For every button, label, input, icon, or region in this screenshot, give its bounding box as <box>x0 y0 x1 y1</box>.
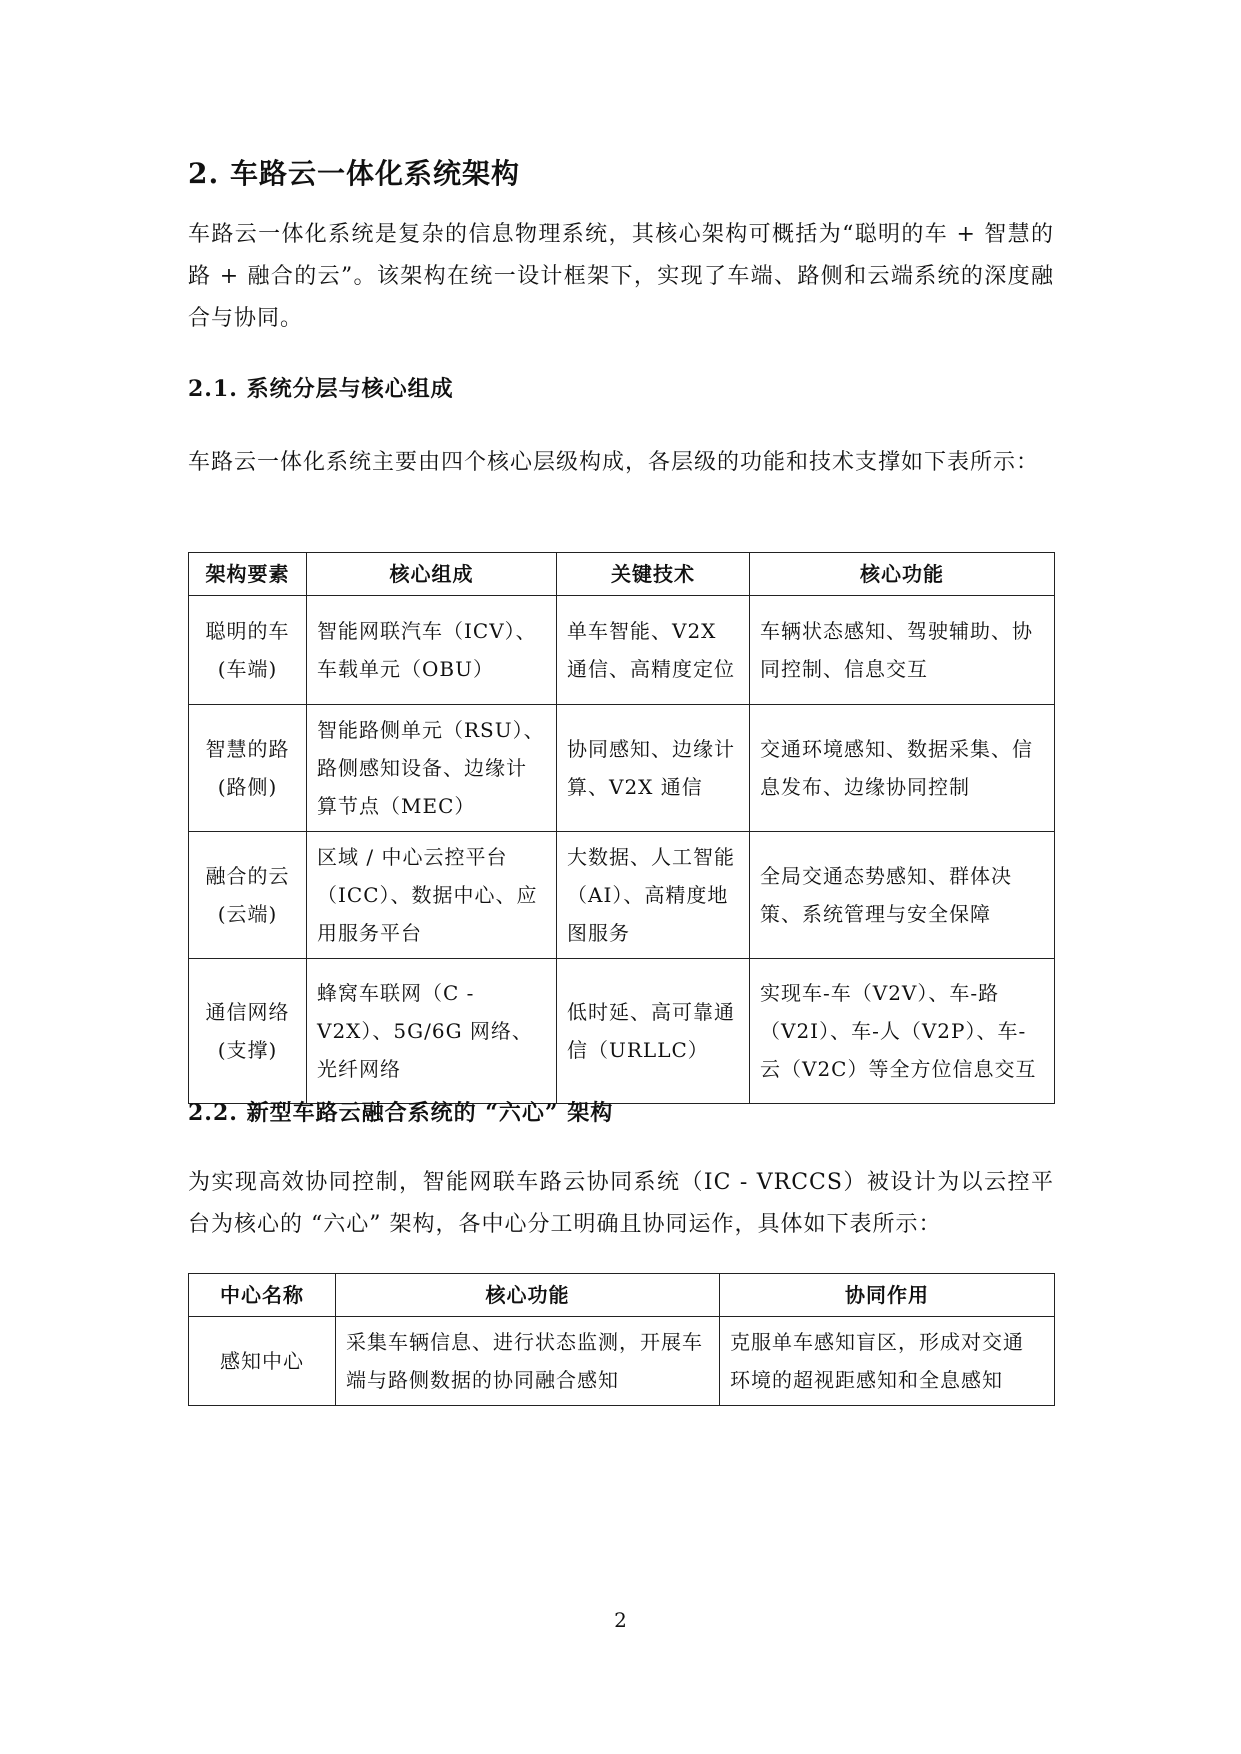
table-header-cell: 架构要素 <box>189 553 307 596</box>
table-header-row <box>189 553 1055 596</box>
table-header-cell: 核心功能 <box>750 553 1055 596</box>
architecture-layers-table <box>188 552 1055 1104</box>
table-cell-composition: 蜂窝车联网（C - V2X）、5G/6G 网络、光纤网络 <box>307 959 557 1104</box>
subsection-2-intro-paragraph: 为实现高效协同控制，智能网联车路云协同系统（IC - VRCCS）被设计为以云控平台为核心的 “六心” 架构，各中心分工明确且协同运作，具体如下表所示： <box>188 1170 1054 1237</box>
table-row <box>189 705 1055 832</box>
table-cell-center-name: 感知中心 <box>189 1317 336 1406</box>
table-cell-element: 通信网络 (支撑) <box>189 959 307 1104</box>
table-header-cell: 关键技术 <box>557 553 750 596</box>
table-header-cell: 核心组成 <box>307 553 557 596</box>
table-row <box>189 1317 1055 1406</box>
table-cell-element: 融合的云 (云端) <box>189 832 307 959</box>
page-number: 2 <box>614 1608 627 1632</box>
table-cell-technology: 大数据、人工智能（AI）、高精度地图服务 <box>557 832 750 959</box>
table-cell-composition: 区域 / 中心云控平台（ICC）、数据中心、应用服务平台 <box>307 832 557 959</box>
table-cell-function: 交通环境感知、数据采集、信息发布、边缘协同控制 <box>750 705 1055 832</box>
table-header-cell: 核心功能 <box>336 1274 720 1317</box>
table-header-cell: 协同作用 <box>720 1274 1055 1317</box>
subsection-1-intro-paragraph: 车路云一体化系统主要由四个核心层级构成，各层级的功能和技术支撑如下表所示： <box>188 450 1040 475</box>
table-header-row <box>189 1274 1055 1317</box>
table-row <box>189 596 1055 705</box>
table-cell-composition: 智能网联汽车（ICV）、车载单元（OBU） <box>307 596 557 705</box>
subsection-2-heading: 2.2. 新型车路云融合系统的 “六心” 架构 <box>188 1100 614 1126</box>
section-heading: 2. 车路云一体化系统架构 <box>188 157 520 190</box>
table-header-cell: 中心名称 <box>189 1274 336 1317</box>
subsection-1-heading: 2.1. 系统分层与核心组成 <box>188 376 454 402</box>
table-cell-technology: 低时延、高可靠通信（URLLC） <box>557 959 750 1104</box>
table-cell-composition: 智能路侧单元（RSU）、路侧感知设备、边缘计算节点（MEC） <box>307 705 557 832</box>
table-cell-technology: 单车智能、V2X 通信、高精度定位 <box>557 596 750 705</box>
table-row <box>189 832 1055 959</box>
table-cell-function: 采集车辆信息、进行状态监测，开展车端与路侧数据的协同融合感知 <box>336 1317 720 1406</box>
table-cell-function: 车辆状态感知、驾驶辅助、协同控制、信息交互 <box>750 596 1055 705</box>
table-cell-function: 全局交通态势感知、群体决策、系统管理与安全保障 <box>750 832 1055 959</box>
section-intro-paragraph: 车路云一体化系统是复杂的信息物理系统，其核心架构可概括为“聪明的车 + 智慧的路 + 融合的云”。该架构在统一设计框架下，实现了车端、路侧和云端系统的深度融合与协同。 <box>188 222 1054 331</box>
table-cell-element: 智慧的路 (路侧) <box>189 705 307 832</box>
table-cell-role: 克服单车感知盲区，形成对交通环境的超视距感知和全息感知 <box>720 1317 1055 1406</box>
table-row <box>189 959 1055 1104</box>
six-centers-table <box>188 1273 1055 1406</box>
table-cell-function: 实现车-车（V2V）、车-路（V2I）、车-人（V2P）、车-云（V2C）等全方位信息交互 <box>750 959 1055 1104</box>
table-cell-technology: 协同感知、边缘计算、V2X 通信 <box>557 705 750 832</box>
table-cell-element: 聪明的车 (车端) <box>189 596 307 705</box>
